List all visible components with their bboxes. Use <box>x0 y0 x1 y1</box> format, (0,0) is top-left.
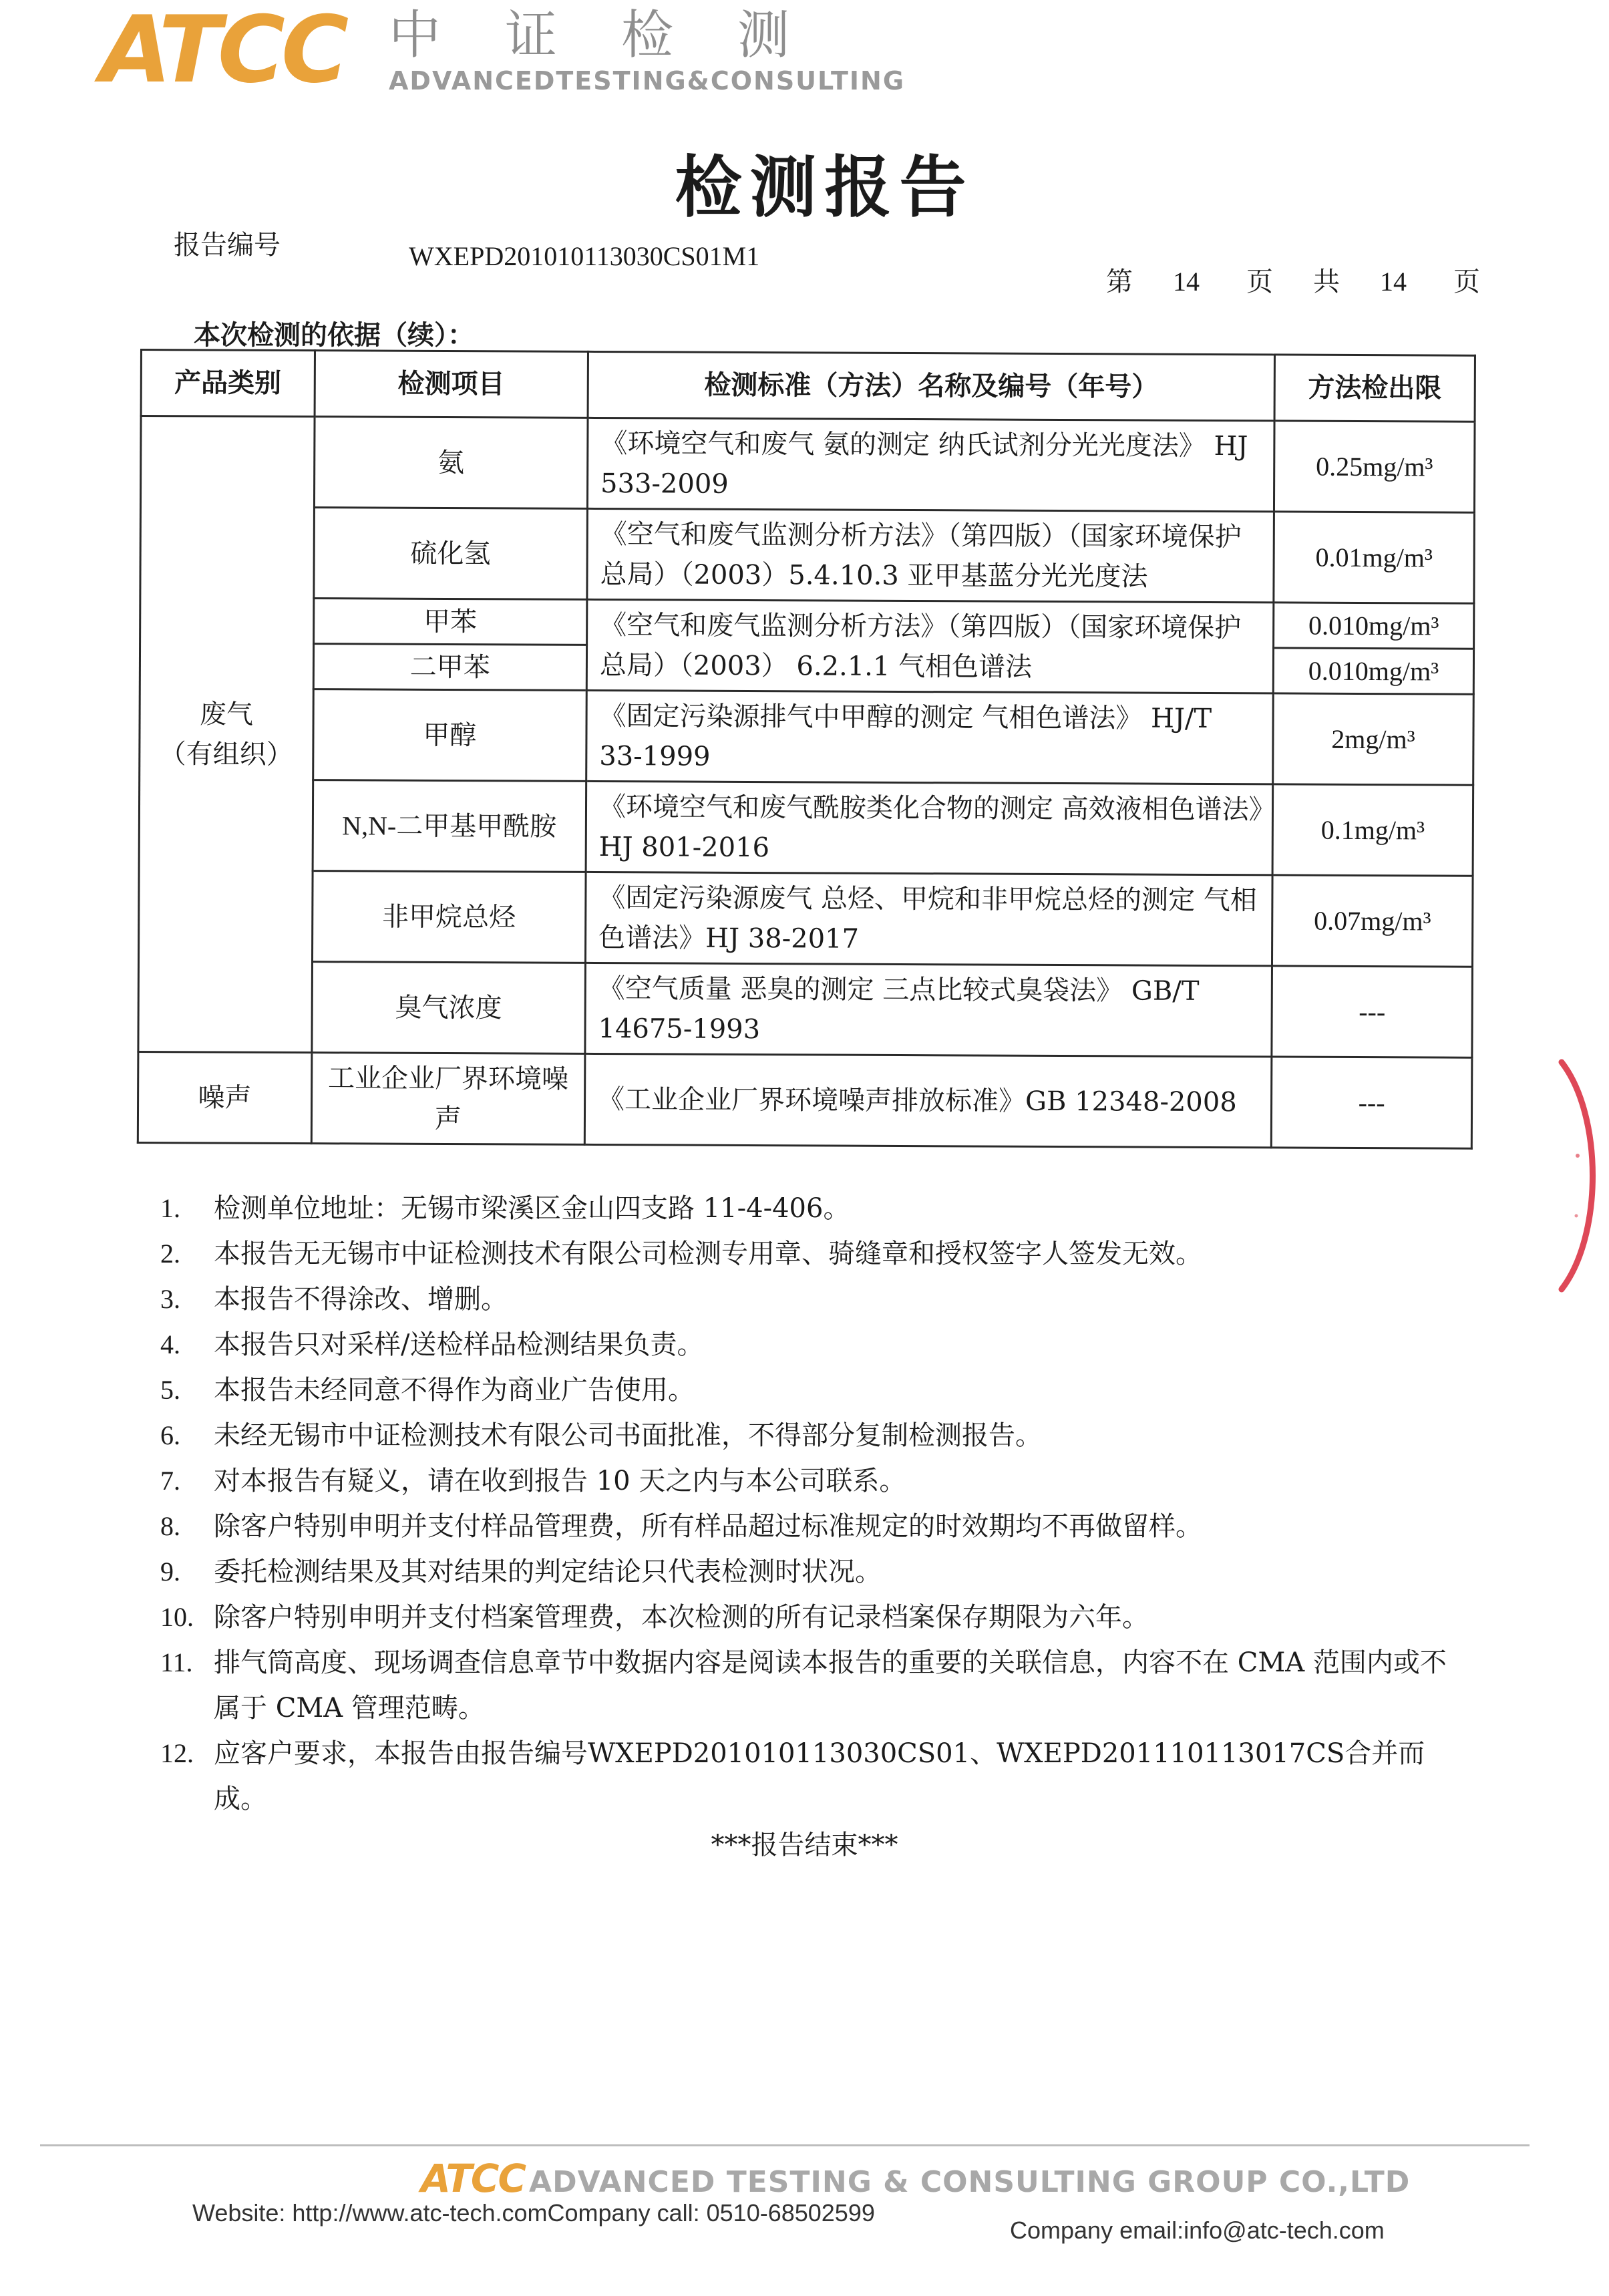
category-gas <box>138 416 315 1053</box>
limit-cell: --- <box>1271 1057 1471 1148</box>
page-total: 14 <box>1380 267 1407 297</box>
section-label: 本次检测的依据（续）： <box>194 319 474 351</box>
item-cell: 甲醇 <box>313 689 586 782</box>
standard-cell: 《空气质量 恶臭的测定 三点比较式臭袋法》 GB/T 14675-1993 <box>585 963 1272 1056</box>
note-number: 1. <box>160 1193 180 1223</box>
note-number: 12. <box>160 1738 194 1768</box>
note-number: 6. <box>160 1420 180 1450</box>
list-item <box>160 1413 1469 1458</box>
list-item <box>160 1504 1469 1549</box>
item-cell: 工业企业厂界环境噪声 <box>311 1053 585 1145</box>
table-row <box>139 780 1473 876</box>
page-suffix: 页 <box>1453 267 1480 297</box>
table-header-row <box>141 350 1475 422</box>
table-row <box>139 870 1473 967</box>
note-text: 委托检测结果及其对结果的判定结论只代表检测时状况。 <box>214 1556 882 1587</box>
note-text: 本报告不得涂改、增删。 <box>214 1284 508 1315</box>
item-cell: 硫化氢 <box>314 508 588 600</box>
list-item <box>160 1595 1469 1640</box>
note-text: 排气筒高度、现场调查信息章节中数据内容是阅读本报告的重要的关联信息，内容不在 CMA 范围内或不属于 CMA 管理范畴。 <box>214 1647 1447 1724</box>
list-item <box>160 1231 1469 1277</box>
list-item <box>160 1731 1469 1822</box>
header-item: 检测项目 <box>315 351 588 418</box>
footer-company-name: ADVANCED TESTING & CONSULTING GROUP CO.,LTD <box>529 2165 1411 2199</box>
page-mid-2: 共 <box>1313 267 1340 297</box>
company-logo <box>100 0 906 107</box>
note-number: 11. <box>160 1647 193 1677</box>
footer-website: Website: http://www.atc-tech.comCompany call: 0510-68502599 <box>192 2199 875 2227</box>
note-text: 对本报告有疑义，请在收到报告 10 天之内与本公司联系。 <box>214 1466 906 1496</box>
table-row <box>140 689 1474 786</box>
note-text: 除客户特别申明并支付档案管理费，本次检测的所有记录档案保存期限为六年。 <box>214 1602 1149 1633</box>
limit-cell: 2mg/m³ <box>1273 693 1473 785</box>
table-row <box>140 598 1474 649</box>
list-item <box>160 1640 1469 1731</box>
list-item <box>160 1322 1469 1367</box>
note-number: 5. <box>160 1375 180 1405</box>
table-row <box>140 416 1475 513</box>
standards-table <box>137 349 1476 1150</box>
footer-email: Company email:info@atc-tech.com <box>1010 2217 1385 2244</box>
note-number: 9. <box>160 1556 180 1587</box>
note-text: 除客户特别申明并支付样品管理费，所有样品超过标准规定的时效期均不再做留样。 <box>214 1511 1202 1542</box>
notes-list <box>160 1186 1469 1822</box>
standard-cell: 《空气和废气监测分析方法》（第四版）（国家环境保护总局）（2003）5.4.10.3 亚甲基蓝分光光度法 <box>587 508 1274 602</box>
list-item <box>160 1549 1469 1595</box>
report-number-label: 报告编号 <box>174 230 281 261</box>
list-item <box>160 1367 1469 1413</box>
limit-cell: 0.25mg/m³ <box>1274 421 1475 512</box>
note-text: 本报告无无锡市中证检测技术有限公司检测专用章、骑缝章和授权签字人签发无效。 <box>214 1239 1202 1269</box>
logo-chinese-text: 中证检测 <box>389 5 854 65</box>
note-number: 3. <box>160 1284 180 1314</box>
page-prefix: 第 <box>1106 267 1133 297</box>
report-end-mark: ***报告结束*** <box>711 1830 898 1860</box>
footer-brand <box>421 2156 1411 2201</box>
note-number: 10. <box>160 1602 194 1632</box>
note-number: 2. <box>160 1239 180 1269</box>
category-noise: 噪声 <box>138 1051 311 1143</box>
standard-cell: 《环境空气和废气酰胺类化合物的测定 高效液相色谱法》HJ 801-2016 <box>586 781 1273 874</box>
list-item <box>160 1186 1469 1231</box>
footer-divider <box>40 2144 1530 2146</box>
page-indicator <box>1106 261 1480 299</box>
standard-cell: 《空气和废气监测分析方法》（第四版）（国家环境保护总局）（2003） 6.2.1.1 气相色谱法 <box>586 599 1274 693</box>
item-cell: N,N-二甲基甲酰胺 <box>313 780 586 872</box>
note-text: 未经无锡市中证检测技术有限公司书面批准，不得部分复制检测报告。 <box>214 1420 1042 1451</box>
header-category: 产品类别 <box>141 350 315 417</box>
note-text: 本报告只对采样/送检样品检测结果负责。 <box>214 1329 704 1360</box>
item-cell: 非甲烷总烃 <box>312 871 586 963</box>
logo-english-text: ADVANCEDTESTING&CONSULTING <box>389 66 906 96</box>
limit-cell: 0.01mg/m³ <box>1274 512 1474 603</box>
limit-cell: 0.010mg/m³ <box>1273 648 1473 694</box>
note-number: 7. <box>160 1466 180 1496</box>
logo-atcc-text: ATCC <box>100 0 345 104</box>
standard-cell: 《固定污染源排气中甲醇的测定 气相色谱法》 HJ/T 33-1999 <box>586 690 1274 784</box>
limit-cell: 0.1mg/m³ <box>1272 784 1473 876</box>
item-cell: 甲苯 <box>313 599 587 645</box>
page-mid-1: 页 <box>1246 267 1273 297</box>
table-row <box>140 507 1475 604</box>
list-item <box>160 1277 1469 1322</box>
standard-cell: 《固定污染源废气 总烃、甲烷和非甲烷总烃的测定 气相色谱法》HJ 38-2017 <box>585 872 1272 965</box>
standard-cell: 《工业企业厂界环境噪声排放标准》GB 12348-2008 <box>584 1053 1272 1147</box>
limit-cell: --- <box>1272 966 1472 1057</box>
limit-cell: 0.010mg/m³ <box>1274 603 1474 649</box>
note-number: 4. <box>160 1329 180 1359</box>
list-item <box>160 1458 1469 1504</box>
note-text: 应客户要求，本报告由报告编号WXEPD201010113030CS01、WXEPD201110113017CS合并而成。 <box>214 1738 1425 1814</box>
item-cell: 臭气浓度 <box>312 962 586 1054</box>
item-cell: 氨 <box>314 417 588 509</box>
limit-cell: 0.07mg/m³ <box>1272 875 1473 967</box>
report-title: 检测报告 <box>675 148 974 226</box>
category-gas-line2: （有组织） <box>159 738 293 770</box>
report-number: WXEPD201010113030CS01M1 <box>409 241 760 271</box>
table-row <box>138 1051 1472 1148</box>
category-gas-line1: 废气 <box>199 698 254 730</box>
note-text: 本报告未经同意不得作为商业广告使用。 <box>214 1375 695 1406</box>
item-cell: 二甲苯 <box>313 644 587 691</box>
table-row <box>138 961 1473 1057</box>
header-limit: 方法检出限 <box>1274 355 1475 422</box>
page-current: 14 <box>1173 267 1200 297</box>
seal-stamp-icon <box>1530 1055 1609 1296</box>
header-standard: 检测标准（方法）名称及编号（年号） <box>588 351 1275 420</box>
standard-cell: 《环境空气和废气 氨的测定 纳氏试剂分光光度法》 HJ 533-2009 <box>587 418 1274 511</box>
note-text: 检测单位地址：无锡市梁溪区金山四支路 11-4-406。 <box>214 1193 850 1224</box>
note-number: 8. <box>160 1511 180 1541</box>
footer-logo-text: ATCC <box>421 2156 526 2201</box>
